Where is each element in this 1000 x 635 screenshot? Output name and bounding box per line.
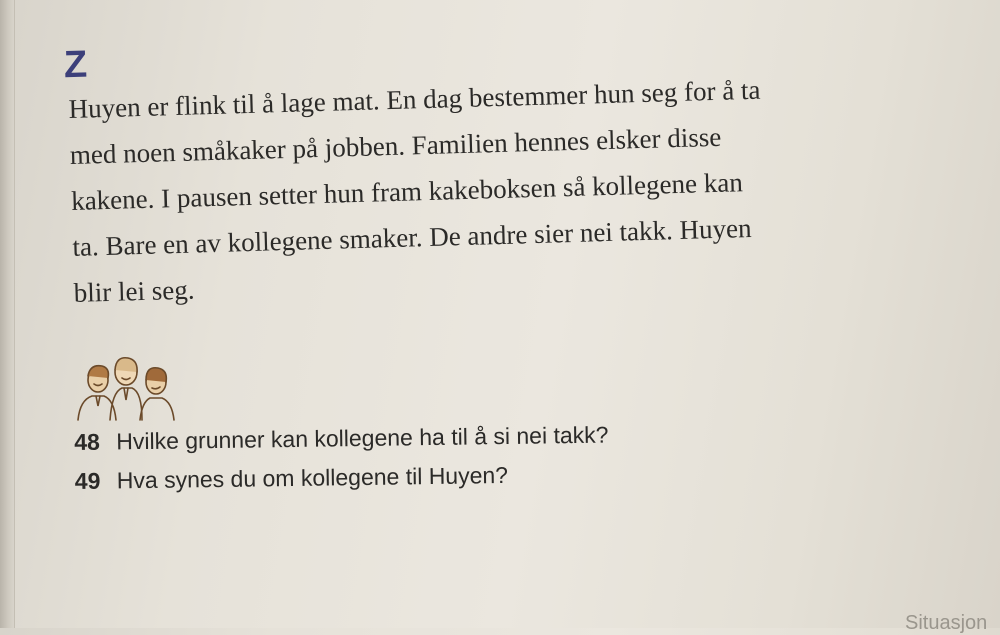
- question-number: 48: [74, 428, 101, 455]
- question-number: 49: [74, 467, 101, 494]
- story-line: kakene. I pausen setter hun fram kakeboksen så kollegene kan: [70, 167, 744, 216]
- page-binding-edge: [0, 0, 15, 628]
- story-line: med noen småkaker på jobben. Familien hennes elsker disse: [69, 121, 722, 170]
- story-paragraph: [68, 64, 864, 316]
- question-item: [75, 455, 610, 501]
- question-item: [74, 416, 609, 462]
- story-line: blir lei seg.: [73, 274, 195, 308]
- question-text: Hvilke grunner kan kollegene ha til å si nei takk?: [116, 421, 609, 455]
- section-letter: Z: [63, 43, 88, 87]
- question-list: [74, 416, 609, 501]
- story-line: ta. Bare en av kollegene smaker. De andre sier nei takk. Huyen: [72, 212, 752, 262]
- page-footer-label: Situasjon: [905, 612, 988, 634]
- three-people-illustration-icon: [70, 350, 182, 422]
- question-text: Hva synes du om kollegene til Huyen?: [116, 461, 509, 494]
- story-line: Huyen er flink til å lage mat. En dag bestemmer hun seg for å ta: [68, 74, 761, 124]
